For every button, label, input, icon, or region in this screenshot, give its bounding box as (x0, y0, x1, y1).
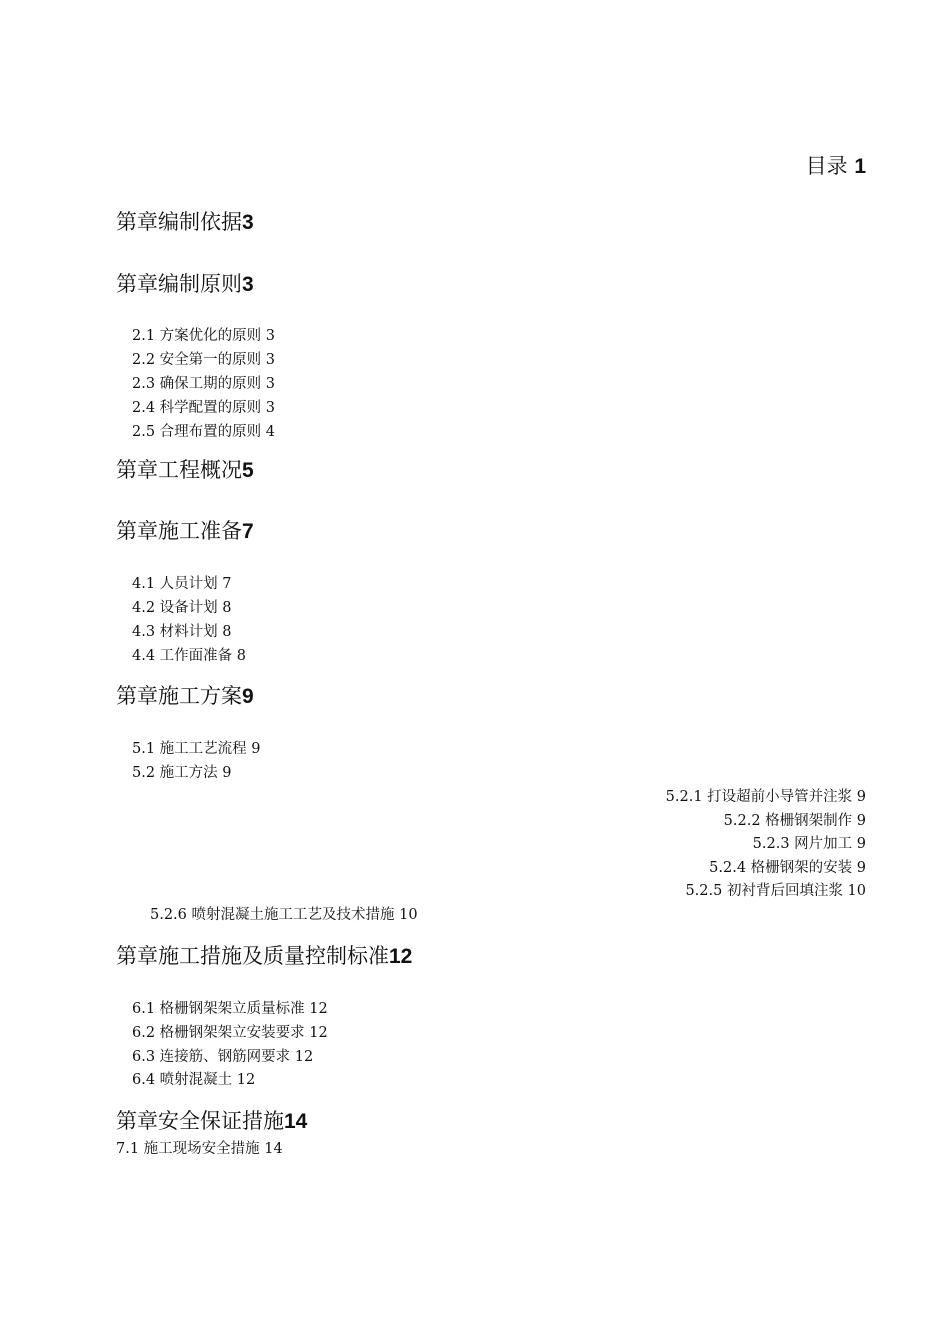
toc-section-4-3[interactable]: 4.3 材料计划 8 (132, 624, 232, 640)
toc-section-2-4[interactable]: 2.4 科学配置的原则 3 (132, 400, 276, 416)
toc-chapter-5[interactable] (116, 680, 254, 710)
toc-section-4-2[interactable]: 4.2 设备计划 8 (132, 600, 232, 616)
toc-section-7-1[interactable]: 7.1 施工现场安全措施 14 (116, 1141, 283, 1157)
toc-subsection-5-2-2[interactable]: 5.2.2 格栅钢架制作 9 (723, 813, 866, 829)
toc-chapter-3[interactable] (116, 454, 254, 484)
toc-title[interactable] (806, 150, 866, 180)
chapter-title: 第章施工准备 (116, 519, 242, 543)
toc-section-4-1[interactable]: 4.1 人员计划 7 (132, 576, 232, 592)
toc-section-6-2[interactable]: 6.2 格栅钢架架立安装要求 12 (132, 1025, 328, 1041)
chapter-page: 5 (242, 459, 254, 482)
toc-section-6-4[interactable]: 6.4 喷射混凝土 12 (132, 1072, 256, 1088)
toc-section-2-2[interactable]: 2.2 安全第一的原则 3 (132, 352, 276, 368)
toc-chapter-1[interactable] (116, 206, 254, 236)
toc-section-2-5[interactable]: 2.5 合理布置的原则 4 (132, 424, 276, 440)
toc-section-4-4[interactable]: 4.4 工作面准备 8 (132, 648, 247, 664)
toc-section-6-3[interactable]: 6.3 连接筋、钢筋网要求 12 (132, 1049, 314, 1065)
chapter-page: 3 (242, 273, 254, 296)
chapter-title: 第章编制原则 (116, 272, 242, 296)
chapter-page: 12 (389, 945, 413, 968)
toc-subsection-5-2-6[interactable]: 5.2.6 喷射混凝土施工工艺及技术措施 10 (150, 907, 418, 923)
toc-title-text: 目录 (805, 154, 848, 178)
chapter-page: 7 (242, 520, 254, 543)
chapter-title: 第章施工措施及质量控制标准 (116, 944, 389, 968)
toc-chapter-2[interactable] (116, 268, 254, 298)
toc-subsection-5-2-4[interactable]: 5.2.4 格栅钢架的安装 9 (709, 860, 866, 876)
chapter-title: 第章安全保证措施 (116, 1109, 284, 1133)
toc-section-2-3[interactable]: 2.3 确保工期的原则 3 (132, 376, 276, 392)
toc-section-5-1[interactable]: 5.1 施工工艺流程 9 (132, 741, 261, 757)
toc-subsection-5-2-1[interactable]: 5.2.1 打设超前小导管并注浆 9 (665, 789, 866, 805)
chapter-title: 第章施工方案 (116, 684, 242, 708)
chapter-page: 9 (242, 685, 254, 708)
toc-chapter-4[interactable] (116, 515, 254, 545)
chapter-title: 第章工程概况 (116, 458, 242, 482)
toc-section-6-1[interactable]: 6.1 格栅钢架架立质量标准 12 (132, 1001, 328, 1017)
toc-section-5-2[interactable]: 5.2 施工方法 9 (132, 765, 232, 781)
chapter-page: 14 (284, 1110, 308, 1133)
chapter-page: 3 (242, 211, 254, 234)
toc-subsection-5-2-3[interactable]: 5.2.3 网片加工 9 (752, 836, 866, 852)
chapter-title: 第章编制依据 (116, 210, 242, 234)
toc-chapter-6[interactable] (116, 940, 412, 970)
toc-section-2-1[interactable]: 2.1 方案优化的原则 3 (132, 328, 276, 344)
toc-chapter-7[interactable] (116, 1105, 307, 1135)
toc-subsection-5-2-5[interactable]: 5.2.5 初衬背后回填注浆 10 (685, 883, 866, 899)
toc-title-page: 1 (854, 155, 866, 178)
